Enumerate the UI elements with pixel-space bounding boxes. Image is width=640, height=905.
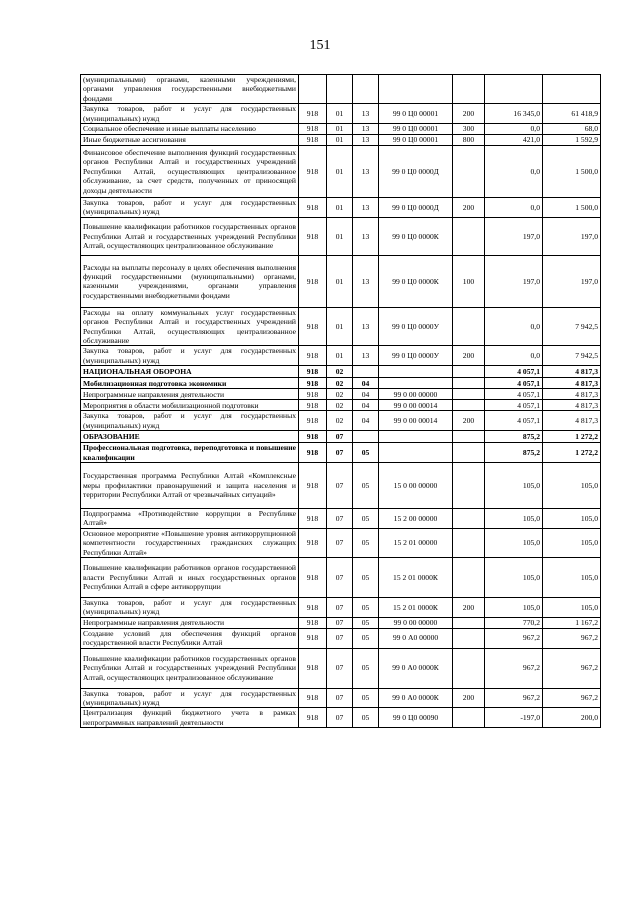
row-expense-type: 200	[453, 411, 485, 431]
table-row	[81, 528, 601, 557]
row-amount-1: 0,0	[485, 307, 543, 346]
table-row	[81, 135, 601, 146]
row-amount-1: 875,2	[485, 431, 543, 443]
row-name: Закупка товаров, работ и услуг для государственных (муниципальных) нужд	[81, 688, 299, 708]
row-name: ОБРАЗОВАНИЕ	[81, 431, 299, 443]
row-admin-code: 918	[299, 255, 327, 307]
row-target-code	[379, 378, 453, 389]
row-target-code: 15 2 00 00000	[379, 508, 453, 528]
row-amount-1: 967,2	[485, 628, 543, 648]
row-amount-1: 105,0	[485, 597, 543, 617]
table-row	[81, 198, 601, 218]
row-subsection-code: 13	[353, 124, 379, 135]
row-section-code: 07	[327, 617, 353, 628]
row-subsection-code: 13	[353, 198, 379, 218]
row-name: Финансовое обеспечение выполнения функций государственных органов Республики Алтай и государственных учреждений Республики Алтай, осуществляющих централизованное обслуживание, за счет средств, полученных от приносящей доходы деятельности	[81, 146, 299, 198]
row-target-code: 99 0 00 00014	[379, 400, 453, 411]
row-section-code: 01	[327, 255, 353, 307]
row-target-code: 99 0 Ц0 0000Д	[379, 198, 453, 218]
row-target-code: 15 2 01 0000К	[379, 557, 453, 597]
row-amount-1: 770,2	[485, 617, 543, 628]
row-amount-1: 105,0	[485, 462, 543, 508]
row-expense-type	[453, 628, 485, 648]
row-admin-code: 918	[299, 597, 327, 617]
row-amount-2: 105,0	[543, 528, 601, 557]
row-subsection-code: 04	[353, 389, 379, 400]
row-target-code: 99 0 Ц0 00090	[379, 708, 453, 728]
row-target-code: 99 0 Ц0 0000Д	[379, 146, 453, 198]
table-row	[81, 378, 601, 389]
row-admin-code: 918	[299, 346, 327, 366]
table-row	[81, 708, 601, 728]
row-subsection-code: 05	[353, 617, 379, 628]
row-admin-code: 918	[299, 443, 327, 463]
row-expense-type	[453, 462, 485, 508]
row-amount-2: 4 817,3	[543, 389, 601, 400]
table-row	[81, 508, 601, 528]
row-section-code: 02	[327, 400, 353, 411]
row-section-code: 07	[327, 443, 353, 463]
row-section-code: 02	[327, 411, 353, 431]
row-amount-2: 68,0	[543, 124, 601, 135]
row-admin-code: 918	[299, 617, 327, 628]
row-admin-code: 918	[299, 688, 327, 708]
row-name: Социальное обеспечение и иные выплаты населению	[81, 124, 299, 135]
row-admin-code: 918	[299, 528, 327, 557]
row-amount-2: 61 418,9	[543, 104, 601, 124]
row-target-code	[379, 75, 453, 104]
row-subsection-code: 04	[353, 400, 379, 411]
row-admin-code: 918	[299, 366, 327, 378]
row-amount-1: 4 057,1	[485, 378, 543, 389]
row-subsection-code: 04	[353, 411, 379, 431]
row-amount-1: 967,2	[485, 648, 543, 688]
table-row	[81, 389, 601, 400]
row-amount-1	[485, 75, 543, 104]
row-section-code: 07	[327, 557, 353, 597]
row-expense-type	[453, 508, 485, 528]
row-target-code: 99 0 Ц0 0000К	[379, 217, 453, 255]
row-section-code: 02	[327, 378, 353, 389]
row-expense-type	[453, 366, 485, 378]
row-subsection-code: 05	[353, 557, 379, 597]
row-amount-2: 1 167,2	[543, 617, 601, 628]
row-name: Государственная программа Республики Алтай «Комплексные меры профилактики правонарушений и защита населения и территории Республики Алтай от чрезвычайных ситуаций»	[81, 462, 299, 508]
row-amount-2: 1 592,9	[543, 135, 601, 146]
table-row	[81, 648, 601, 688]
table-row	[81, 431, 601, 443]
row-subsection-code: 13	[353, 104, 379, 124]
row-section-code	[327, 75, 353, 104]
row-subsection-code	[353, 75, 379, 104]
row-section-code: 07	[327, 528, 353, 557]
row-target-code	[379, 431, 453, 443]
row-section-code: 07	[327, 708, 353, 728]
row-admin-code: 918	[299, 104, 327, 124]
row-admin-code: 918	[299, 508, 327, 528]
row-target-code: 99 0 00 00000	[379, 389, 453, 400]
row-section-code: 01	[327, 104, 353, 124]
table-row	[81, 255, 601, 307]
row-amount-1: 4 057,1	[485, 389, 543, 400]
row-amount-2: 197,0	[543, 255, 601, 307]
row-expense-type	[453, 708, 485, 728]
row-subsection-code: 13	[353, 146, 379, 198]
table-row	[81, 628, 601, 648]
row-amount-1: 0,0	[485, 146, 543, 198]
row-subsection-code: 05	[353, 443, 379, 463]
row-expense-type: 200	[453, 104, 485, 124]
row-amount-2: 4 817,3	[543, 400, 601, 411]
row-amount-1: 0,0	[485, 198, 543, 218]
row-subsection-code: 05	[353, 528, 379, 557]
row-name: Иные бюджетные ассигнования	[81, 135, 299, 146]
row-section-code: 07	[327, 597, 353, 617]
row-section-code: 07	[327, 431, 353, 443]
row-section-code: 01	[327, 135, 353, 146]
row-name: Закупка товаров, работ и услуг для государственных (муниципальных) нужд	[81, 104, 299, 124]
page-number: 151	[309, 38, 331, 53]
table-row	[81, 307, 601, 346]
table-row	[81, 366, 601, 378]
row-section-code: 02	[327, 389, 353, 400]
row-admin-code: 918	[299, 146, 327, 198]
row-amount-2: 7 942,5	[543, 307, 601, 346]
row-name: Подпрограмма «Противодействие коррупции в Республике Алтай»	[81, 508, 299, 528]
row-expense-type	[453, 557, 485, 597]
row-section-code: 01	[327, 198, 353, 218]
row-target-code: 15 2 01 0000К	[379, 597, 453, 617]
row-admin-code: 918	[299, 628, 327, 648]
row-amount-1: 4 057,1	[485, 366, 543, 378]
row-subsection-code: 05	[353, 597, 379, 617]
row-target-code: 99 0 Ц0 00001	[379, 104, 453, 124]
row-target-code: 99 0 А0 00000	[379, 628, 453, 648]
row-section-code: 01	[327, 217, 353, 255]
row-section-code: 02	[327, 366, 353, 378]
row-amount-1: 967,2	[485, 688, 543, 708]
row-amount-2: 1 500,0	[543, 198, 601, 218]
row-expense-type	[453, 378, 485, 389]
row-admin-code	[299, 75, 327, 104]
row-amount-2	[543, 75, 601, 104]
row-name: (муниципальными) органами, казенными учреждениями, органами управления государственными внебюджетными фондами	[81, 75, 299, 104]
row-amount-1: 16 345,0	[485, 104, 543, 124]
row-section-code: 07	[327, 688, 353, 708]
row-name: Повышение квалификации работников государственных органов Республики Алтай и государственных учреждений Республики Алтай, осуществляющих централизованное обслуживание	[81, 648, 299, 688]
row-amount-2: 105,0	[543, 597, 601, 617]
table-row	[81, 462, 601, 508]
row-subsection-code: 04	[353, 378, 379, 389]
row-subsection-code: 05	[353, 508, 379, 528]
row-name: Закупка товаров, работ и услуг для государственных (муниципальных) нужд	[81, 198, 299, 218]
row-subsection-code: 05	[353, 462, 379, 508]
row-amount-1: 197,0	[485, 217, 543, 255]
row-name: Расходы на выплаты персоналу в целях обеспечения выполнения функций государственными (муниципальными) органами, казенными учреждениями, органами управления государственными внебюджетными фондами	[81, 255, 299, 307]
row-expense-type	[453, 617, 485, 628]
row-amount-1: 875,2	[485, 443, 543, 463]
row-admin-code: 918	[299, 198, 327, 218]
row-amount-2: 4 817,3	[543, 411, 601, 431]
row-amount-1: 0,0	[485, 124, 543, 135]
row-target-code	[379, 366, 453, 378]
table-row	[81, 557, 601, 597]
row-target-code: 99 0 Ц0 0000К	[379, 255, 453, 307]
row-amount-2: 105,0	[543, 508, 601, 528]
row-expense-type	[453, 443, 485, 463]
table-row	[81, 443, 601, 463]
row-name: Централизация функций бюджетного учета в рамках непрограммных направлений деятельности	[81, 708, 299, 728]
row-amount-1: 105,0	[485, 557, 543, 597]
row-amount-1: 0,0	[485, 346, 543, 366]
row-expense-type	[453, 389, 485, 400]
row-target-code	[379, 443, 453, 463]
table-row	[81, 346, 601, 366]
row-section-code: 07	[327, 648, 353, 688]
row-expense-type	[453, 431, 485, 443]
row-expense-type: 200	[453, 346, 485, 366]
row-expense-type	[453, 217, 485, 255]
row-name: Мероприятия в области мобилизационной подготовки	[81, 400, 299, 411]
row-amount-1: 197,0	[485, 255, 543, 307]
row-amount-2: 105,0	[543, 557, 601, 597]
row-name: НАЦИОНАЛЬНАЯ ОБОРОНА	[81, 366, 299, 378]
row-target-code: 15 0 00 00000	[379, 462, 453, 508]
row-name: Профессиональная подготовка, переподготовка и повышение квалификации	[81, 443, 299, 463]
row-target-code: 99 0 Ц0 00001	[379, 135, 453, 146]
row-target-code: 15 2 01 00000	[379, 528, 453, 557]
row-subsection-code: 05	[353, 648, 379, 688]
row-subsection-code: 05	[353, 708, 379, 728]
row-admin-code: 918	[299, 462, 327, 508]
table-row	[81, 75, 601, 104]
row-subsection-code: 05	[353, 628, 379, 648]
row-amount-2: 1 272,2	[543, 443, 601, 463]
row-subsection-code: 13	[353, 135, 379, 146]
row-subsection-code: 05	[353, 688, 379, 708]
row-section-code: 07	[327, 462, 353, 508]
row-amount-2: 967,2	[543, 688, 601, 708]
row-admin-code: 918	[299, 431, 327, 443]
row-expense-type: 300	[453, 124, 485, 135]
row-amount-2: 4 817,3	[543, 378, 601, 389]
row-subsection-code	[353, 366, 379, 378]
row-name: Закупка товаров, работ и услуг для государственных (муниципальных) нужд	[81, 346, 299, 366]
row-subsection-code: 13	[353, 346, 379, 366]
row-amount-1: 105,0	[485, 508, 543, 528]
row-name: Закупка товаров, работ и услуг для государственных (муниципальных) нужд	[81, 411, 299, 431]
table-row	[81, 617, 601, 628]
row-amount-2: 967,2	[543, 648, 601, 688]
row-admin-code: 918	[299, 557, 327, 597]
row-section-code: 01	[327, 346, 353, 366]
row-name: Повышение квалификации работников государственных органов Республики Алтай и государственных учреждений Республики Алтай, осуществляющих централизованное обслуживание	[81, 217, 299, 255]
row-amount-1: 4 057,1	[485, 411, 543, 431]
row-section-code: 01	[327, 307, 353, 346]
table-row	[81, 217, 601, 255]
table-row	[81, 597, 601, 617]
row-expense-type: 200	[453, 688, 485, 708]
table-row	[81, 104, 601, 124]
row-section-code: 07	[327, 508, 353, 528]
row-admin-code: 918	[299, 400, 327, 411]
table-row	[81, 146, 601, 198]
row-target-code: 99 0 А0 0000К	[379, 688, 453, 708]
row-target-code: 99 0 Ц0 00001	[379, 124, 453, 135]
row-amount-2: 197,0	[543, 217, 601, 255]
row-amount-1: 105,0	[485, 528, 543, 557]
row-amount-2: 7 942,5	[543, 346, 601, 366]
row-amount-1: 4 057,1	[485, 400, 543, 411]
row-target-code: 99 0 00 00014	[379, 411, 453, 431]
row-subsection-code	[353, 431, 379, 443]
budget-table	[80, 74, 601, 728]
row-target-code: 99 0 Ц0 0000У	[379, 346, 453, 366]
row-name: Непрограммные направления деятельности	[81, 617, 299, 628]
row-amount-2: 4 817,3	[543, 366, 601, 378]
row-subsection-code: 13	[353, 217, 379, 255]
row-expense-type	[453, 528, 485, 557]
table-row	[81, 400, 601, 411]
row-admin-code: 918	[299, 411, 327, 431]
row-name: Непрограммные направления деятельности	[81, 389, 299, 400]
table-row	[81, 124, 601, 135]
row-amount-1: 421,0	[485, 135, 543, 146]
row-expense-type: 800	[453, 135, 485, 146]
row-name: Повышение квалификации работников органов государственной власти Республики Алтай и иных государственных органов Республики Алтай в сфере антикоррупции	[81, 557, 299, 597]
row-amount-2: 1 272,2	[543, 431, 601, 443]
row-name: Создание условий для обеспечения функций органов государственной власти Республики Алтай	[81, 628, 299, 648]
row-expense-type	[453, 75, 485, 104]
row-admin-code: 918	[299, 307, 327, 346]
row-name: Основное мероприятие «Повышение уровня антикоррупционной компетентности государственных гражданских служащих Республики Алтай»	[81, 528, 299, 557]
row-target-code: 99 0 А0 0000К	[379, 648, 453, 688]
row-subsection-code: 13	[353, 255, 379, 307]
row-admin-code: 918	[299, 389, 327, 400]
row-admin-code: 918	[299, 124, 327, 135]
row-expense-type	[453, 648, 485, 688]
row-expense-type	[453, 400, 485, 411]
row-amount-2: 200,0	[543, 708, 601, 728]
row-name: Расходы на оплату коммунальных услуг государственных органов Республики Алтай и государственных учреждений Республики Алтай, осуществляющих централизованное обслуживание	[81, 307, 299, 346]
row-name: Закупка товаров, работ и услуг для государственных (муниципальных) нужд	[81, 597, 299, 617]
row-target-code: 99 0 00 00000	[379, 617, 453, 628]
row-target-code: 99 0 Ц0 0000У	[379, 307, 453, 346]
row-name: Мобилизационная подготовка экономики	[81, 378, 299, 389]
row-expense-type: 200	[453, 198, 485, 218]
row-admin-code: 918	[299, 708, 327, 728]
row-section-code: 01	[327, 146, 353, 198]
row-expense-type: 100	[453, 255, 485, 307]
row-subsection-code: 13	[353, 307, 379, 346]
row-amount-2: 967,2	[543, 628, 601, 648]
row-expense-type	[453, 146, 485, 198]
row-section-code: 01	[327, 124, 353, 135]
row-section-code: 07	[327, 628, 353, 648]
row-admin-code: 918	[299, 217, 327, 255]
row-amount-2: 105,0	[543, 462, 601, 508]
row-amount-2: 1 500,0	[543, 146, 601, 198]
table-row	[81, 411, 601, 431]
table-row	[81, 688, 601, 708]
row-admin-code: 918	[299, 135, 327, 146]
row-expense-type	[453, 307, 485, 346]
row-admin-code: 918	[299, 648, 327, 688]
row-admin-code: 918	[299, 378, 327, 389]
row-expense-type: 200	[453, 597, 485, 617]
row-amount-1: -197,0	[485, 708, 543, 728]
